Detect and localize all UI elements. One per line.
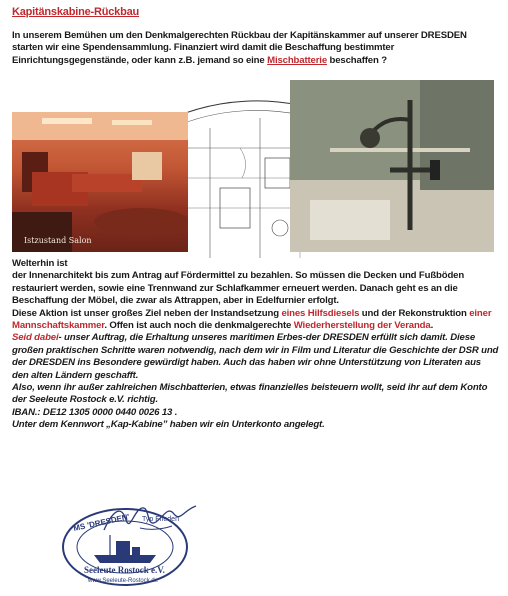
salon-caption: Istzustand Salon: [24, 236, 92, 245]
seid-dabei-highlight: Seid dabei: [12, 332, 59, 344]
salon-photo: [12, 112, 188, 252]
kennwort-line: Unter dem Kennwort „Kap-Kabine” haben wir ein Unterkonto angelegt.: [12, 419, 325, 431]
aktion-text-b: und der Rekonstruktion: [359, 307, 470, 319]
salon-photo-art: [12, 112, 188, 252]
mischbatterie-link: Mischbatterie: [267, 54, 328, 66]
hilfsdiesel-highlight: eines Hilfsdiesels: [281, 307, 360, 319]
svg-text:Seeleute Rostock e.V.: Seeleute Rostock e.V.: [84, 565, 165, 575]
konto-paragraph: Also, wenn ihr außer zahlreichen Mischbatterien, etwas finanzielles beisteuern wollt, seid ihr auf dem Konto der Seeleute Rostock e.V. richtig.: [12, 382, 488, 406]
svg-text:www.Seeleute-Rostock.de: www.Seeleute-Rostock.de: [88, 578, 159, 584]
innenarchitekt-text: der Innenarchitekt bis zum Antrag auf Fördermittel zu bezahlen. So müssen die Decken und Fußböden restauriert werden, sowie eine Trennwand zur Schlafkammer erneuert werden. Danach geht es an die Beschaffung der Möbel, die zwar als Attrappen, aber in Edelfurnier erfolgt.: [12, 270, 465, 307]
seid-dabei-paragraph: [12, 332, 500, 382]
intro-text-end: beschaffen ?: [327, 54, 387, 66]
intro-text: In unserem Bemühen um den Denkmalgerechten Rückbau der Kapitänskammer auf unserer DRESDEN starten wir eine Spendensammlung. Finanziert wird damit die Beschaffung bestimmter Einrichtungsgegenstände, oder kann z.B. jemand so eine: [12, 30, 467, 66]
svg-text:MS 'DRESDEN': MS 'DRESDEN': [72, 512, 131, 533]
aktion-text-a: Diese Aktion ist unser großes Ziel neben der Instandsetzung: [12, 307, 282, 319]
welterhin-line: Welterhin ist: [12, 258, 68, 269]
faucet-photo: [290, 80, 494, 252]
mannschaftskammer-highlight: einer Mannschaftskammer: [12, 307, 492, 332]
faucet-photo-art: [290, 80, 494, 252]
seid-dabei-text: - unser Auftrag, die Erhaltung unseres maritimen Erbes-der DRESDEN erfüllt sich damit. Diese großen praktischen Schritte waren notwendig, nach dem wir in Film und Literatur die Geschichte der DSR und der DRESDEN ins Besondere gewürdigt haben. Auch das haben wir ohne Unterstützung von Literaten aus den alten Ländern geschafft.: [12, 332, 499, 381]
iban-line: IBAN.: DE12 1305 0000 0440 0026 13 .: [12, 406, 178, 418]
body-paragraph-1: [12, 258, 500, 432]
intro-paragraph: [12, 30, 500, 67]
aktion-text-c: . Offen ist auch noch die denkmalgerechte: [104, 320, 294, 332]
aktion-paragraph: [12, 308, 500, 333]
veranda-highlight: Wiederherstellung der Veranda: [293, 320, 431, 332]
svg-text:Typ Frieden: Typ Frieden: [142, 516, 179, 523]
page-title: Kapitänskabine-Rückbau: [12, 6, 140, 18]
handwritten-signature: [100, 500, 200, 540]
aktion-text-d: .: [430, 320, 434, 332]
